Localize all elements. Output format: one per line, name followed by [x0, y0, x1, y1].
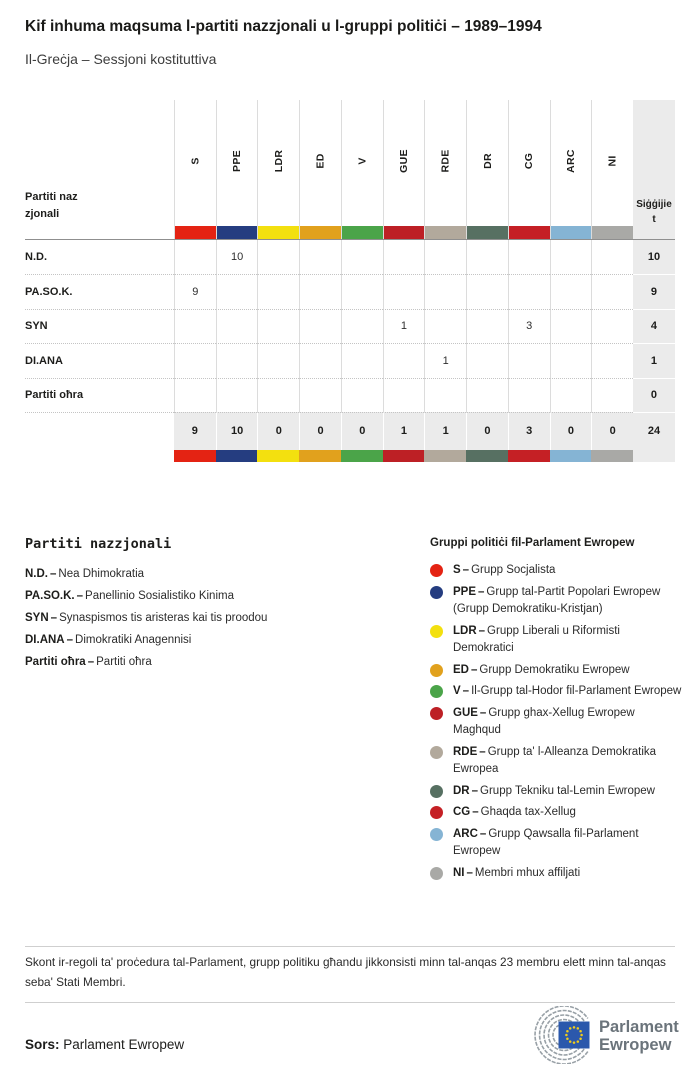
dash-separator: –: [466, 866, 473, 879]
group-legend-item: [430, 783, 682, 801]
value-cell: [257, 343, 299, 377]
group-legend-item: [430, 662, 682, 680]
party-name: Synaspismos tis aristeras kai tis proodou: [59, 612, 268, 624]
group-color-swatch: [341, 450, 383, 462]
column-header-label: ARC: [564, 148, 577, 173]
footnote: Skont ir-regoli ta' proċedura tal-Parlament, grupp politiku għandu jikkonsisti minn tal-anqas 23 membru elett minn tal-anqas seba' Stati Membri.: [25, 955, 666, 989]
totals-value-cell: 0: [341, 412, 383, 450]
party-abbr: PA.SO.K.: [25, 590, 75, 602]
party-legend-heading: Partiti nazzjonali: [25, 536, 172, 552]
group-legend-text: [453, 623, 682, 658]
logo-text-line2: Ewropew: [599, 1036, 672, 1054]
table-row: [25, 309, 675, 343]
group-color-swatch: [384, 226, 425, 239]
party-legend-item: [25, 563, 395, 585]
group-legend-item: [430, 826, 682, 861]
group-name: Grupp Socjalista: [471, 564, 556, 576]
group-abbr: LDR: [453, 624, 477, 637]
value-cell: [299, 309, 341, 343]
group-abbr: ARC: [453, 827, 478, 840]
column-header-label: V: [356, 156, 369, 165]
group-color-swatch: [467, 226, 508, 239]
party-legend-item: [25, 651, 395, 673]
dash-separator: –: [462, 685, 470, 697]
group-legend: [430, 537, 682, 886]
group-legend-text: [453, 744, 682, 779]
value-cell: [383, 378, 425, 412]
european-parliament-logo: [531, 1006, 683, 1064]
value-cell: [299, 378, 341, 412]
value-cell: [257, 274, 299, 308]
table-header-row: [25, 100, 675, 240]
group-color-dot: [430, 828, 443, 841]
party-legend: [25, 536, 395, 673]
group-legend-text: [453, 683, 681, 701]
dash-separator: –: [479, 745, 486, 758]
column-header-dr: [466, 100, 508, 239]
value-cell: [508, 343, 550, 377]
group-color-dot: [430, 625, 443, 638]
group-color-swatch: [216, 450, 258, 462]
value-cell: [466, 378, 508, 412]
column-header-label: ED: [314, 152, 327, 169]
value-cell: [550, 309, 592, 343]
group-legend-text: [453, 804, 576, 822]
seats-header-label: Siġġijiet: [636, 199, 672, 225]
footer-divider-top: [25, 946, 675, 947]
totals-value-cell: 0: [550, 412, 592, 450]
group-color-swatch: [217, 226, 258, 239]
party-legend-item: [25, 607, 395, 629]
group-color-dot: [430, 685, 443, 698]
value-cell: [424, 309, 466, 343]
dash-separator: –: [478, 624, 486, 637]
value-cell: [508, 378, 550, 412]
value-cell: [424, 378, 466, 412]
group-legend-item: [430, 804, 682, 822]
value-cell: [341, 378, 383, 412]
seats-value-cell: 10: [633, 240, 675, 274]
value-cell: [174, 309, 216, 343]
group-color-swatch: [383, 450, 425, 462]
party-name-cell: N.D.: [25, 251, 47, 264]
value-cell: [591, 274, 633, 308]
party-name: Panellinio Sosialistiko Kinima: [85, 590, 234, 602]
dash-separator: –: [50, 568, 57, 580]
party-abbr: DI.ANA: [25, 634, 65, 646]
group-legend-item: [430, 562, 682, 580]
group-color-swatch: [342, 226, 383, 239]
totals-value-cell: 1: [383, 412, 425, 450]
group-legend-text: [453, 826, 682, 861]
value-cell: [257, 240, 299, 274]
group-name: Grupp Qawsalla fil-Parlament Ewropew: [453, 827, 639, 857]
group-color-swatch: [257, 450, 299, 462]
column-header-label: NI: [606, 154, 619, 167]
dash-separator: –: [478, 585, 485, 598]
value-cell: [341, 343, 383, 377]
table-color-bar-row: [25, 450, 675, 462]
table-totals-row: [25, 412, 675, 450]
column-header-label: LDR: [272, 149, 285, 172]
value-cell: [174, 240, 216, 274]
value-cell: 9: [174, 274, 216, 308]
totals-value-cell: 3: [508, 412, 550, 450]
group-name: Il-Grupp tal-Hodor fil-Parlament Ewropew: [471, 685, 682, 697]
party-name: Partiti oħra: [96, 656, 152, 668]
dash-separator: –: [462, 564, 470, 576]
column-header-label: DR: [481, 152, 494, 169]
dash-separator: –: [479, 827, 487, 840]
value-cell: 10: [216, 240, 258, 274]
column-header-label: PPE: [231, 149, 244, 172]
seats-value-cell: 1: [633, 343, 675, 377]
value-cell: [299, 240, 341, 274]
value-cell: [341, 309, 383, 343]
group-color-swatch: [300, 226, 341, 239]
group-color-dot: [430, 564, 443, 577]
value-cell: [466, 309, 508, 343]
page-subtitle: Il-Greċja – Sessjoni kostituttiva: [25, 51, 217, 67]
value-cell: [383, 240, 425, 274]
group-name: Grupp Demokratiku Ewropew: [479, 663, 630, 676]
group-legend-text: [453, 705, 682, 740]
dash-separator: –: [76, 590, 84, 602]
value-cell: [257, 309, 299, 343]
eu-flag-icon: [559, 1022, 590, 1049]
group-color-dot: [430, 707, 443, 720]
group-legend-item: [430, 584, 682, 619]
party-name-cell: PA.SO.K.: [25, 274, 174, 308]
page-title: Kif inhuma maqsuma l-partiti nazzjonali u l-gruppi politiċi – 1989–1994: [25, 18, 542, 35]
totals-label-cell: [25, 412, 174, 450]
group-color-swatch: [424, 450, 466, 462]
group-abbr: GUE: [453, 706, 478, 719]
dash-separator: –: [472, 806, 479, 818]
table-row: [25, 378, 675, 412]
value-cell: [550, 240, 592, 274]
totals-value-cell: 0: [591, 412, 633, 450]
group-legend-item: [430, 865, 682, 883]
totals-value-cell: 10: [216, 412, 258, 450]
seats-value-cell: 0: [633, 378, 675, 412]
dash-separator: –: [87, 656, 95, 668]
table-row: [25, 343, 675, 377]
value-cell: 1: [424, 343, 466, 377]
group-legend-text: [453, 584, 682, 619]
group-name: Ghaqda tax-Xellug: [480, 806, 576, 818]
group-color-dot: [430, 867, 443, 880]
source-value: Parlament Ewropew: [63, 1037, 185, 1052]
value-cell: [299, 274, 341, 308]
value-cell: [383, 274, 425, 308]
group-abbr: RDE: [453, 745, 478, 758]
group-legend-item: [430, 623, 682, 658]
party-name: Dimokratiki Anagennisi: [75, 634, 192, 646]
value-cell: [591, 343, 633, 377]
group-legend-text: [453, 865, 580, 883]
value-cell: [299, 343, 341, 377]
column-header-s: [174, 100, 216, 239]
group-abbr: ED: [453, 663, 469, 676]
column-header-ldr: [257, 100, 299, 239]
group-legend-text: [453, 783, 655, 801]
group-color-swatch: [175, 226, 216, 239]
group-legend-text: [453, 562, 555, 580]
party-abbr: N.D.: [25, 568, 48, 580]
group-color-swatch: [508, 450, 550, 462]
seats-header-cell: [633, 100, 675, 239]
group-color-swatch: [551, 226, 592, 239]
value-cell: [216, 343, 258, 377]
value-cell: [550, 274, 592, 308]
value-cell: [216, 309, 258, 343]
group-abbr: CG: [453, 806, 471, 818]
value-cell: [174, 378, 216, 412]
group-legend-item: [430, 683, 682, 701]
value-cell: [383, 343, 425, 377]
value-cell: [216, 378, 258, 412]
value-cell: [341, 274, 383, 308]
group-color-dot: [430, 746, 443, 759]
logo-text-line1: Parlament: [599, 1018, 679, 1036]
group-color-swatch: [258, 226, 299, 239]
row-header-cell: [25, 100, 174, 239]
party-abbr: Partiti oħra: [25, 656, 86, 668]
group-color-swatch: [591, 450, 633, 462]
party-legend-items: [25, 563, 395, 673]
table-row: [25, 274, 675, 308]
dash-separator: –: [50, 612, 58, 624]
table-row: [25, 240, 675, 274]
seats-value-cell: 4: [633, 309, 675, 343]
totals-value-cell: 0: [299, 412, 341, 450]
dash-separator: –: [471, 784, 479, 797]
group-legend-items: [430, 562, 682, 882]
group-color-swatch: [466, 450, 508, 462]
group-legend-text: [453, 662, 630, 680]
column-header-label: S: [189, 156, 202, 165]
column-header-arc: [550, 100, 592, 239]
group-color-swatch: [509, 226, 550, 239]
totals-value-cell: 0: [466, 412, 508, 450]
group-color-dot: [430, 785, 443, 798]
dash-separator: –: [66, 634, 74, 646]
value-cell: [466, 343, 508, 377]
group-color-swatch: [174, 450, 216, 462]
value-cell: [257, 378, 299, 412]
totals-value-cell: 0: [257, 412, 299, 450]
group-abbr: V: [453, 685, 461, 697]
group-color-swatch: [299, 450, 341, 462]
group-abbr: NI: [453, 866, 465, 879]
value-cell: [424, 274, 466, 308]
party-legend-item: [25, 629, 395, 651]
group-abbr: S: [453, 564, 461, 576]
value-cell: [591, 378, 633, 412]
party-abbr: SYN: [25, 612, 49, 624]
value-cell: 3: [508, 309, 550, 343]
totals-seats-cell: 24: [633, 412, 675, 450]
group-color-dot: [430, 586, 443, 599]
value-cell: [508, 274, 550, 308]
group-legend-item: [430, 744, 682, 779]
value-cell: [466, 274, 508, 308]
column-header-cg: [508, 100, 550, 239]
group-legend-heading: Gruppi politiċi fil-Parlament Ewropew: [430, 537, 635, 549]
value-cell: [591, 309, 633, 343]
column-header-label: GUE: [397, 148, 410, 173]
column-header-v: [341, 100, 383, 239]
column-header-gue: [383, 100, 425, 239]
party-legend-item: [25, 585, 395, 607]
column-header-ed: [299, 100, 341, 239]
group-name: Grupp tal-Partit Popolari Ewropew (Grupp Demokratiku-Kristjan): [453, 585, 661, 615]
column-header-ppe: [216, 100, 258, 239]
dash-separator: –: [479, 706, 487, 719]
value-cell: [508, 240, 550, 274]
totals-value-cell: 1: [424, 412, 466, 450]
group-abbr: DR: [453, 784, 470, 797]
column-header-label: RDE: [439, 148, 452, 173]
group-color-swatch: [425, 226, 466, 239]
party-name-cell: SYN: [25, 309, 174, 343]
group-color-swatch: [592, 226, 633, 239]
group-color-dot: [430, 806, 443, 819]
color-bar-seats-spacer: [633, 450, 675, 462]
value-cell: [591, 240, 633, 274]
totals-value-cell: 9: [174, 412, 216, 450]
seats-value-cell: 9: [633, 274, 675, 308]
column-header-rde: [424, 100, 466, 239]
value-cell: [550, 378, 592, 412]
group-name: Grupp ta' l-Alleanza Demokratika Ewropea: [453, 745, 657, 775]
seats-table: [25, 100, 675, 462]
party-name-cell: DI.ANA: [25, 343, 174, 377]
dash-separator: –: [470, 663, 478, 676]
group-name: Grupp ghax-Xellug Ewropew Maghqud: [453, 706, 635, 736]
group-legend-item: [430, 705, 682, 740]
column-header-label: CG: [523, 152, 536, 169]
value-cell: 1: [383, 309, 425, 343]
group-name: Grupp Tekniku tal-Lemin Ewropew: [480, 784, 655, 797]
row-header-label: Partiti nazzjonali: [25, 190, 78, 220]
group-color-swatch: [550, 450, 592, 462]
group-name: Membri mhux affiljati: [474, 866, 581, 879]
source-line: [25, 1037, 184, 1052]
color-bar-spacer: [25, 450, 174, 462]
column-header-ni: [591, 100, 633, 239]
party-name-cell: Partiti oħra: [25, 378, 174, 412]
value-cell: [424, 240, 466, 274]
value-cell: [341, 240, 383, 274]
group-name: Grupp Liberali u Riformisti Demokratici: [453, 624, 620, 654]
party-name: Nea Dhimokratia: [58, 568, 145, 580]
value-cell: [216, 274, 258, 308]
group-color-dot: [430, 664, 443, 677]
group-abbr: PPE: [453, 585, 477, 598]
value-cell: [550, 343, 592, 377]
value-cell: [174, 343, 216, 377]
source-label: Sors:: [25, 1037, 60, 1052]
footer-divider-bottom: [25, 1002, 675, 1003]
value-cell: [466, 240, 508, 274]
